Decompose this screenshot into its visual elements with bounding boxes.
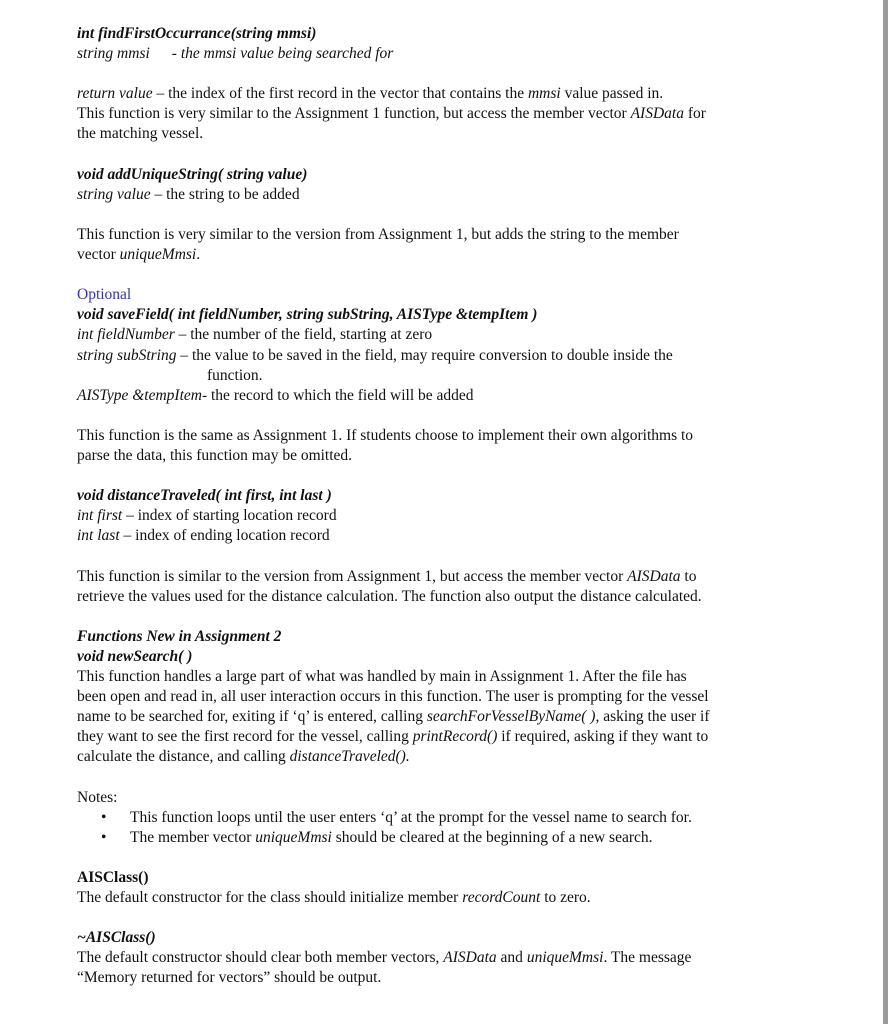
bullet-icon: •: [101, 828, 107, 846]
add-unique-param-value: string value – the string to be added: [77, 185, 300, 203]
add-unique-body-1: This function is very similar to the version from Assignment 1, but adds the string to the member: [77, 225, 679, 243]
dtor-line-1: The default constructor should clear both member vectors, AISData and uniqueMmsi. The message: [77, 949, 692, 967]
distance-param-first: int first – index of starting location record: [77, 507, 337, 525]
save-field-signature: void saveField( int fieldNumber, string subString, AISType &tempItem ): [77, 306, 538, 324]
dtor-signature: ~AISClass(): [77, 929, 156, 947]
new-search-line-4: they want to see the first record for the vessel, calling printRecord() if required, asking if they want to: [77, 728, 709, 746]
distance-signature: void distanceTraveled( int first, int last ): [77, 487, 332, 505]
document-body: [77, 24, 807, 989]
bullet-icon: •: [101, 808, 107, 826]
save-field-param-sub-cont: function.: [207, 366, 263, 384]
dtor-line-2: “Memory returned for vectors” should be output.: [77, 969, 382, 987]
save-field-body-1: This function is the same as Assignment 1. If students choose to implement their own algorithms to: [77, 426, 694, 444]
find-first-signature: int findFirstOccurrance(string mmsi): [77, 25, 317, 42]
add-unique-body-2: vector uniqueMmsi.: [77, 246, 201, 264]
ctor-description: The default constructor for the class should initialize member recordCount to zero.: [77, 889, 591, 907]
save-field-body-2: parse the data, this function may be omitted.: [77, 446, 353, 464]
find-first-body-2: the matching vessel.: [77, 125, 204, 143]
section-heading-new: Functions New in Assignment 2: [77, 627, 282, 645]
find-first-param-mmsi: string mmsi - the mmsi value being searched for: [77, 45, 394, 63]
new-search-line-5: calculate the distance, and calling distanceTraveled().: [77, 748, 410, 766]
notes-label: Notes:: [77, 788, 118, 806]
optional-label: Optional: [77, 286, 132, 304]
note-item: • This function loops until the user enters ‘q’ at the prompt for the vessel name to search for.: [77, 808, 807, 828]
new-search-line-1: This function handles a large part of what was handled by main in Assignment 1. After the file has: [77, 668, 687, 685]
find-first-return: return value – the index of the first record in the vector that contains the mmsi value passed in.: [77, 85, 664, 103]
new-search-signature: void newSearch( ): [77, 647, 193, 665]
find-first-body-1: This function is very similar to the Assignment 1 function, but access the member vector AISData for: [77, 105, 706, 123]
distance-body-1: This function is similar to the version from Assignment 1, but access the member vector AISData to: [77, 567, 697, 585]
page-edge: [883, 0, 888, 1024]
save-field-param-sub: string subString – the value to be saved in the field, may require conversion to double inside the: [77, 346, 673, 364]
save-field-param-field: int fieldNumber – the number of the field, starting at zero: [77, 326, 433, 344]
new-search-line-3: name to be searched for, exiting if ‘q’ is entered, calling searchForVesselByName( ), asking the user if: [77, 708, 710, 726]
save-field-param-temp: AISType &tempItem- the record to which the field will be added: [77, 386, 474, 404]
new-search-line-2: been open and read in, all user interaction occurs in this function. The user is prompting for the vessel: [77, 688, 709, 706]
ctor-signature: AISClass(): [77, 868, 149, 886]
distance-param-last: int last – index of ending location record: [77, 527, 330, 545]
add-unique-signature: void addUniqueString( string value): [77, 165, 308, 183]
note-item: • The member vector uniqueMmsi should be cleared at the beginning of a new search.: [77, 828, 807, 848]
distance-body-2: retrieve the values used for the distance calculation. The function also output the distance calculated.: [77, 587, 702, 605]
